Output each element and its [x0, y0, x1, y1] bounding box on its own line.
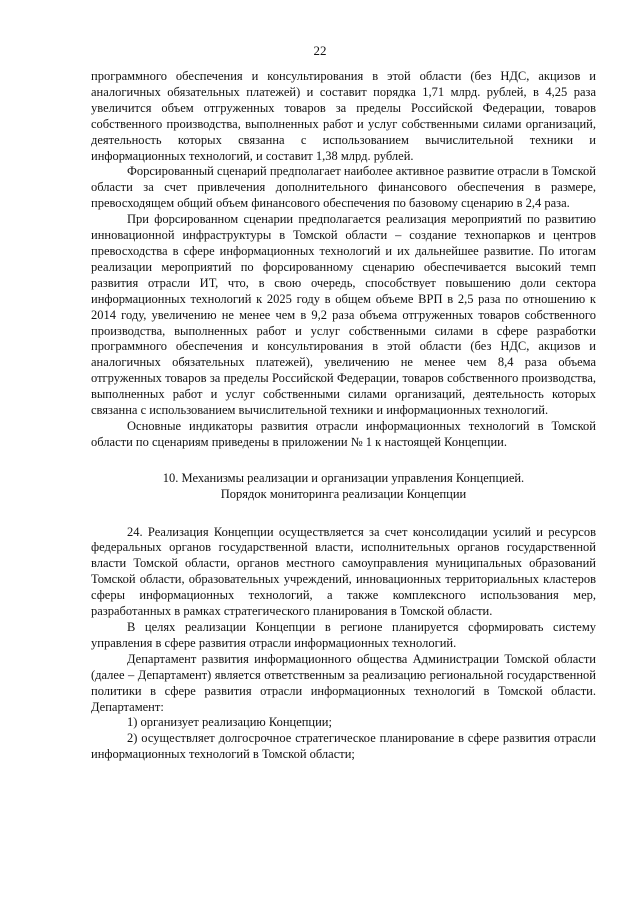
paragraph-forced-scenario-details: При форсированном сценарии предполагается реализация мероприятий по развитию инновационной инфраструктуры в Томской области – создание технопарков и центров превосходства в сфере информационных технологий и их дальнейшее развитие. По итогам реализации мероприятий по форсированному сценарию обеспечивается высокий темп развития отрасли ИТ, что, в свою очередь, способствует повышению доли сектора информационных технологий к 2025 году в общем объеме ВРП в 2,5 раза по отношению к 2014 году, увеличению не менее чем в 9,2 раза объема отгруженных товаров собственного производства, выполненных работ и услуг собственными силами в сфере разработки программного обеспечения и консультирования в этой области (без НДС, акцизов и аналогичных обязательных платежей), увеличению не менее чем 8,4 раза объема отгруженных товаров за пределы Российской Федерации, товаров собственного производства, выполненных работ и услуг собственными силами организаций, деятельность которых связанна с использованием вычислительной техники и информационных технологий.	[91, 212, 596, 418]
paragraph-item-24: 24. Реализация Концепции осуществляется за счет консолидации усилий и ресурсов федеральных органов государственной власти, исполнительных органов государственной власти Томской области, органов местного самоуправления муниципальных образований Томской области, образовательных учреждений, инновационных территориальных кластеров сферы информационных технологий, а также комплексного использования мер, разработанных в рамках стратегического планирования в Томской области.	[91, 524, 596, 619]
list-item: 1) организует реализацию Концепции;	[127, 715, 332, 730]
section-heading	[91, 471, 596, 503]
paragraph-forced-scenario: Форсированный сценарий предполагает наиболее активное развитие отрасли в Томской области за счет привлечения дополнительного финансового обеспечения в размере, превосходящем общий объем финансового обеспечения по базовому сценарию в 2,4 раза.	[91, 164, 596, 211]
section-heading-line-2: Порядок мониторинга реализации Концепции	[220, 486, 467, 501]
section-heading-line-1: 10. Механизмы реализации и организации управления Концепцией.	[162, 470, 525, 485]
list-item: 2) осуществляет долгосрочное стратегическое планирование в сфере развития отрасли информационных технологий в Томской области;	[91, 731, 596, 762]
page-number: 22	[313, 43, 327, 58]
paragraph-continuation: программного обеспечения и консультирования в этой области (без НДС, акцизов и аналогичных обязательных платежей) и составит порядка 1,71 млрд. рублей, в 4,25 раза увеличится объем отгруженных товаров за пределы Российской Федерации, товаров собственного производства, выполненных работ и услуг собственными силами организаций, деятельность которых связанна с использованием вычислительной техники и информационных технологий, и составит 1,38 млрд. рублей.	[91, 69, 596, 163]
document-body	[91, 69, 596, 763]
paragraph-department: Департамент развития информационного общества Администрации Томской области (далее – Департамент) является ответственным за реализацию региональной государственной политики в сфере развития отрасли информационных технологий в Томской области. Департамент:	[91, 651, 596, 714]
paragraph-indicators: Основные индикаторы развития отрасли информационных технологий в Томской области по сценариям приведены в приложении № 1 к настоящей Концепции.	[91, 418, 596, 449]
paragraph-management-system: В целях реализации Концепции в регионе планируется сформировать систему управления в сфере развития отрасли информационных технологий.	[91, 620, 596, 650]
